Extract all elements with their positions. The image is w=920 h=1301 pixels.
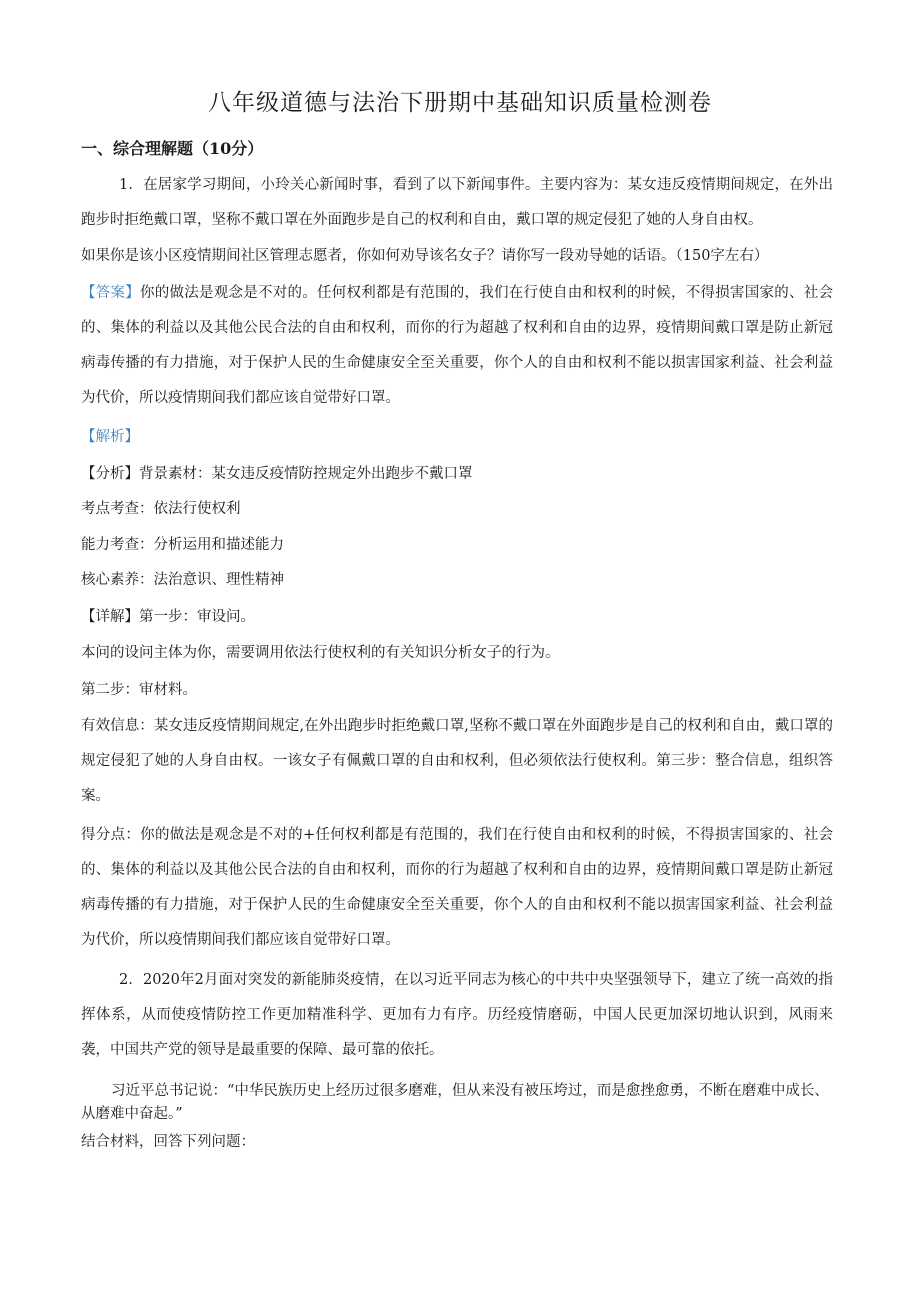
analysis-tag: 【解析】 [81,429,139,445]
analysis-line: 【分析】背景素材：某女违反疫情防控规定外出跑步不戴口罩 [81,466,473,482]
scoring-points: 得分点：你的做法是观念是不对的+任何权利都是有范围的，我们在行使自由和权利的时候，不得损害国家的、社会的、集体的利益以及其他公民合法的自由和权利，而你的行为超越了权利和自由的边界，疫情期间戴口罩是防止新冠病毒传播的有力措施，对于保护人民的生命健康安全至关重要，你个人的自由和权利不能以损害国家利益、社会利益为代价，所以疫情期间我们都应该自觉带好口罩。 [81,827,833,948]
analysis-line: 本问的设问主体为你，需要调用依法行使权利的有关知识分析女子的行为。 [81,645,560,661]
answer-tag: 【答案】 [81,285,140,301]
analysis-line: 第二步：审材料。 [81,682,197,698]
analysis-line: 核心素养：法治意识、理性精神 [81,572,284,588]
question-1-answer [81,276,833,416]
question-2-prompt: 结合材料，回答下列问题： [81,1134,255,1150]
page-title: 八年级道德与法治下册期中基础知识质量检测卷 [208,90,712,116]
question-1-task: 如果你是该小区疫情期间社区管理志愿者，你如何劝导该名女子？请你写一段劝导她的话语。（150字左右） [81,248,769,264]
analysis-line: 【详解】第一步：审设问。 [81,609,255,625]
effective-info: 有效信息：某女违反疫情期间规定,在外出跑步时拒绝戴口罩,坚称不戴口罩在外面跑步是自己的权利和自由，戴口罩的规定侵犯了她的人身自由权。一该女子有佩戴口罩的自由和权利，但必须依法行使权利。第三步：整合信息，组织答案。 [81,718,833,804]
question-2-stem: 2．2020年2月面对突发的新能肺炎疫情，在以习近平同志为核心的中共中央坚强领导下，建立了统一高效的指挥体系，从而使疫情防控工作更加精准科学、更加有力有序。历经疫情磨砺，中国人民更加深切地认识到，风雨来袭，中国共产党的领导是最重要的保障、最可靠的依托。 [81,972,833,1058]
question-1-stem: 1．在居家学习期间，小玲关心新闻时事，看到了以下新闻事件。主要内容为：某女违反疫情期间规定，在外出跑步时拒绝戴口罩，坚称不戴口罩在外面跑步是自己的权利和自由，戴口罩的规定侵犯了她的人身自由权。 [81,177,833,228]
section-heading: 一、综合理解题（10分） [81,139,264,158]
answer-text: 你的做法是观念是不对的。任何权利都是有范围的，我们在行使自由和权利的时候，不得损害国家的、社会的、集体的利益以及其他公民合法的自由和权利，而你的行为超越了权利和自由的边界，疫情期间戴口罩是防止新冠病毒传播的有力措施，对于保护人民的生命健康安全至关重要，你个人的自由和权利不能以损害国家利益、社会利益为代价，所以疫情期间我们都应该自觉带好口罩。 [81,285,833,406]
analysis-line: 考点考查：依法行使权利 [81,501,241,517]
analysis-line: 能力考查：分析运用和描述能力 [81,537,284,553]
question-2-quote: 习近平总书记说：“中华民族历史上经历过很多磨难，但从来没有被压垮过，而是愈挫愈勇，不断在磨难中成长、从磨难中奋起。” [81,1083,829,1122]
